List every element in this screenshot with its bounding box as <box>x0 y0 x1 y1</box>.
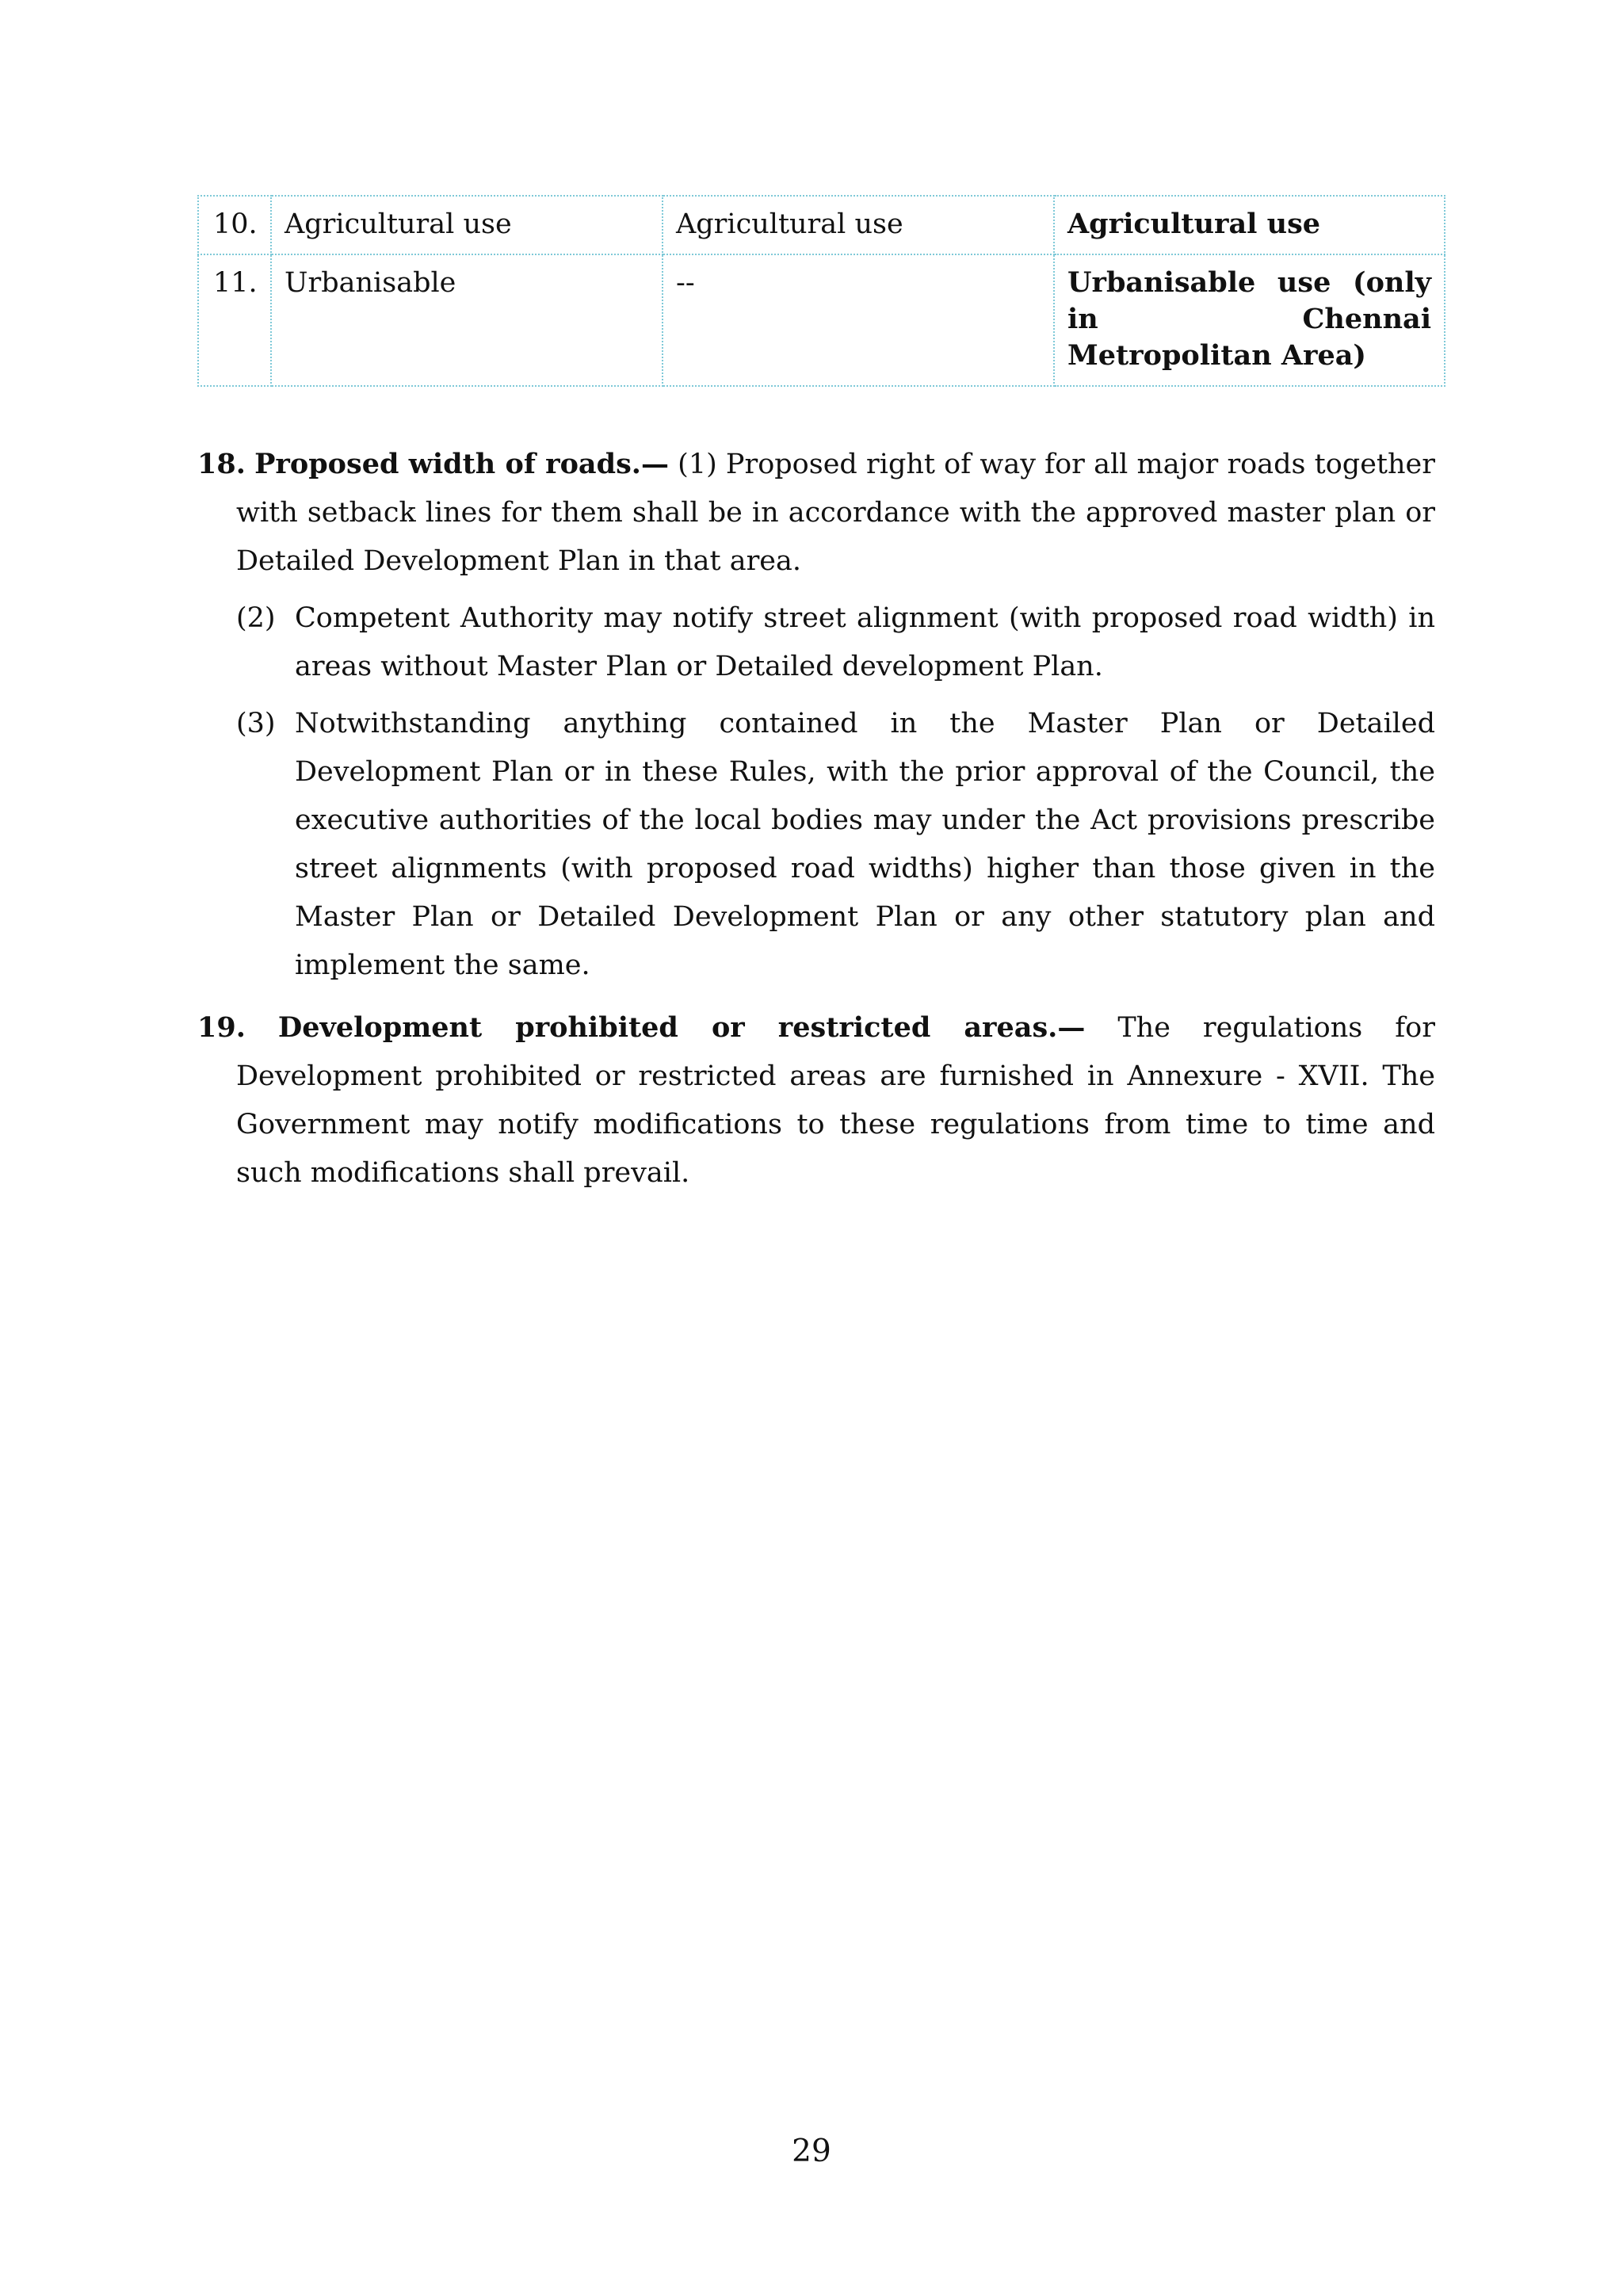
table-cell: -- <box>663 254 1054 386</box>
section-title: Proposed width of roads.— <box>254 448 669 480</box>
page-number: 29 <box>792 2134 831 2169</box>
section-19 <box>197 1003 1435 1198</box>
row-number: 11. <box>198 254 271 386</box>
section-heading <box>197 1003 1435 1198</box>
table-cell: Agricultural use <box>271 196 663 254</box>
table-row <box>198 196 1445 254</box>
subsection-text: Competent Authority may notify street alignment (with proposed road width) in areas without Master Plan or Detailed development Plan. <box>295 602 1435 682</box>
section-intro-text: (1) Proposed right of way for all major roads together with setback lines for them shall be in accordance with the approved master plan or Detailed Development Plan in that area. <box>236 449 1435 577</box>
land-use-table <box>197 195 1445 387</box>
section-number: 18. <box>197 448 246 480</box>
subsection-number: (2) <box>236 602 276 634</box>
table-cell: Agricultural use <box>663 196 1054 254</box>
table-cell: Urbanisable use (only in Chennai Metropolitan Area) <box>1054 254 1445 386</box>
table-cell: Urbanisable <box>271 254 663 386</box>
section-number: 19. <box>197 1011 246 1044</box>
table-row <box>198 254 1445 386</box>
table-cell: Agricultural use <box>1054 196 1445 254</box>
subsection-item <box>197 594 1435 691</box>
subsection-text: Notwithstanding anything contained in the Master Plan or Detailed Development Plan or in these Rules, with the prior approval of the Council, the executive authorities of the local bodies may under the Act provisions prescribe street alignments (with proposed road widths) higher than those given in the Master Plan or Detailed Development Plan or any other statutory plan and implement the same. <box>295 708 1435 981</box>
section-heading <box>197 440 1435 586</box>
subsection-number: (3) <box>236 708 276 739</box>
section-18 <box>197 440 1435 999</box>
subsection-item <box>197 700 1435 990</box>
section-body-text: The regulations for Development prohibited or restricted areas are furnished in Annexure - XVII. The Government may notify modifications to these regulations from time to time and such modifications shall prevail. <box>236 1012 1435 1189</box>
row-number: 10. <box>198 196 271 254</box>
subsection-list <box>197 594 1435 990</box>
section-title: Development prohibited or restricted areas.— <box>277 1011 1086 1044</box>
